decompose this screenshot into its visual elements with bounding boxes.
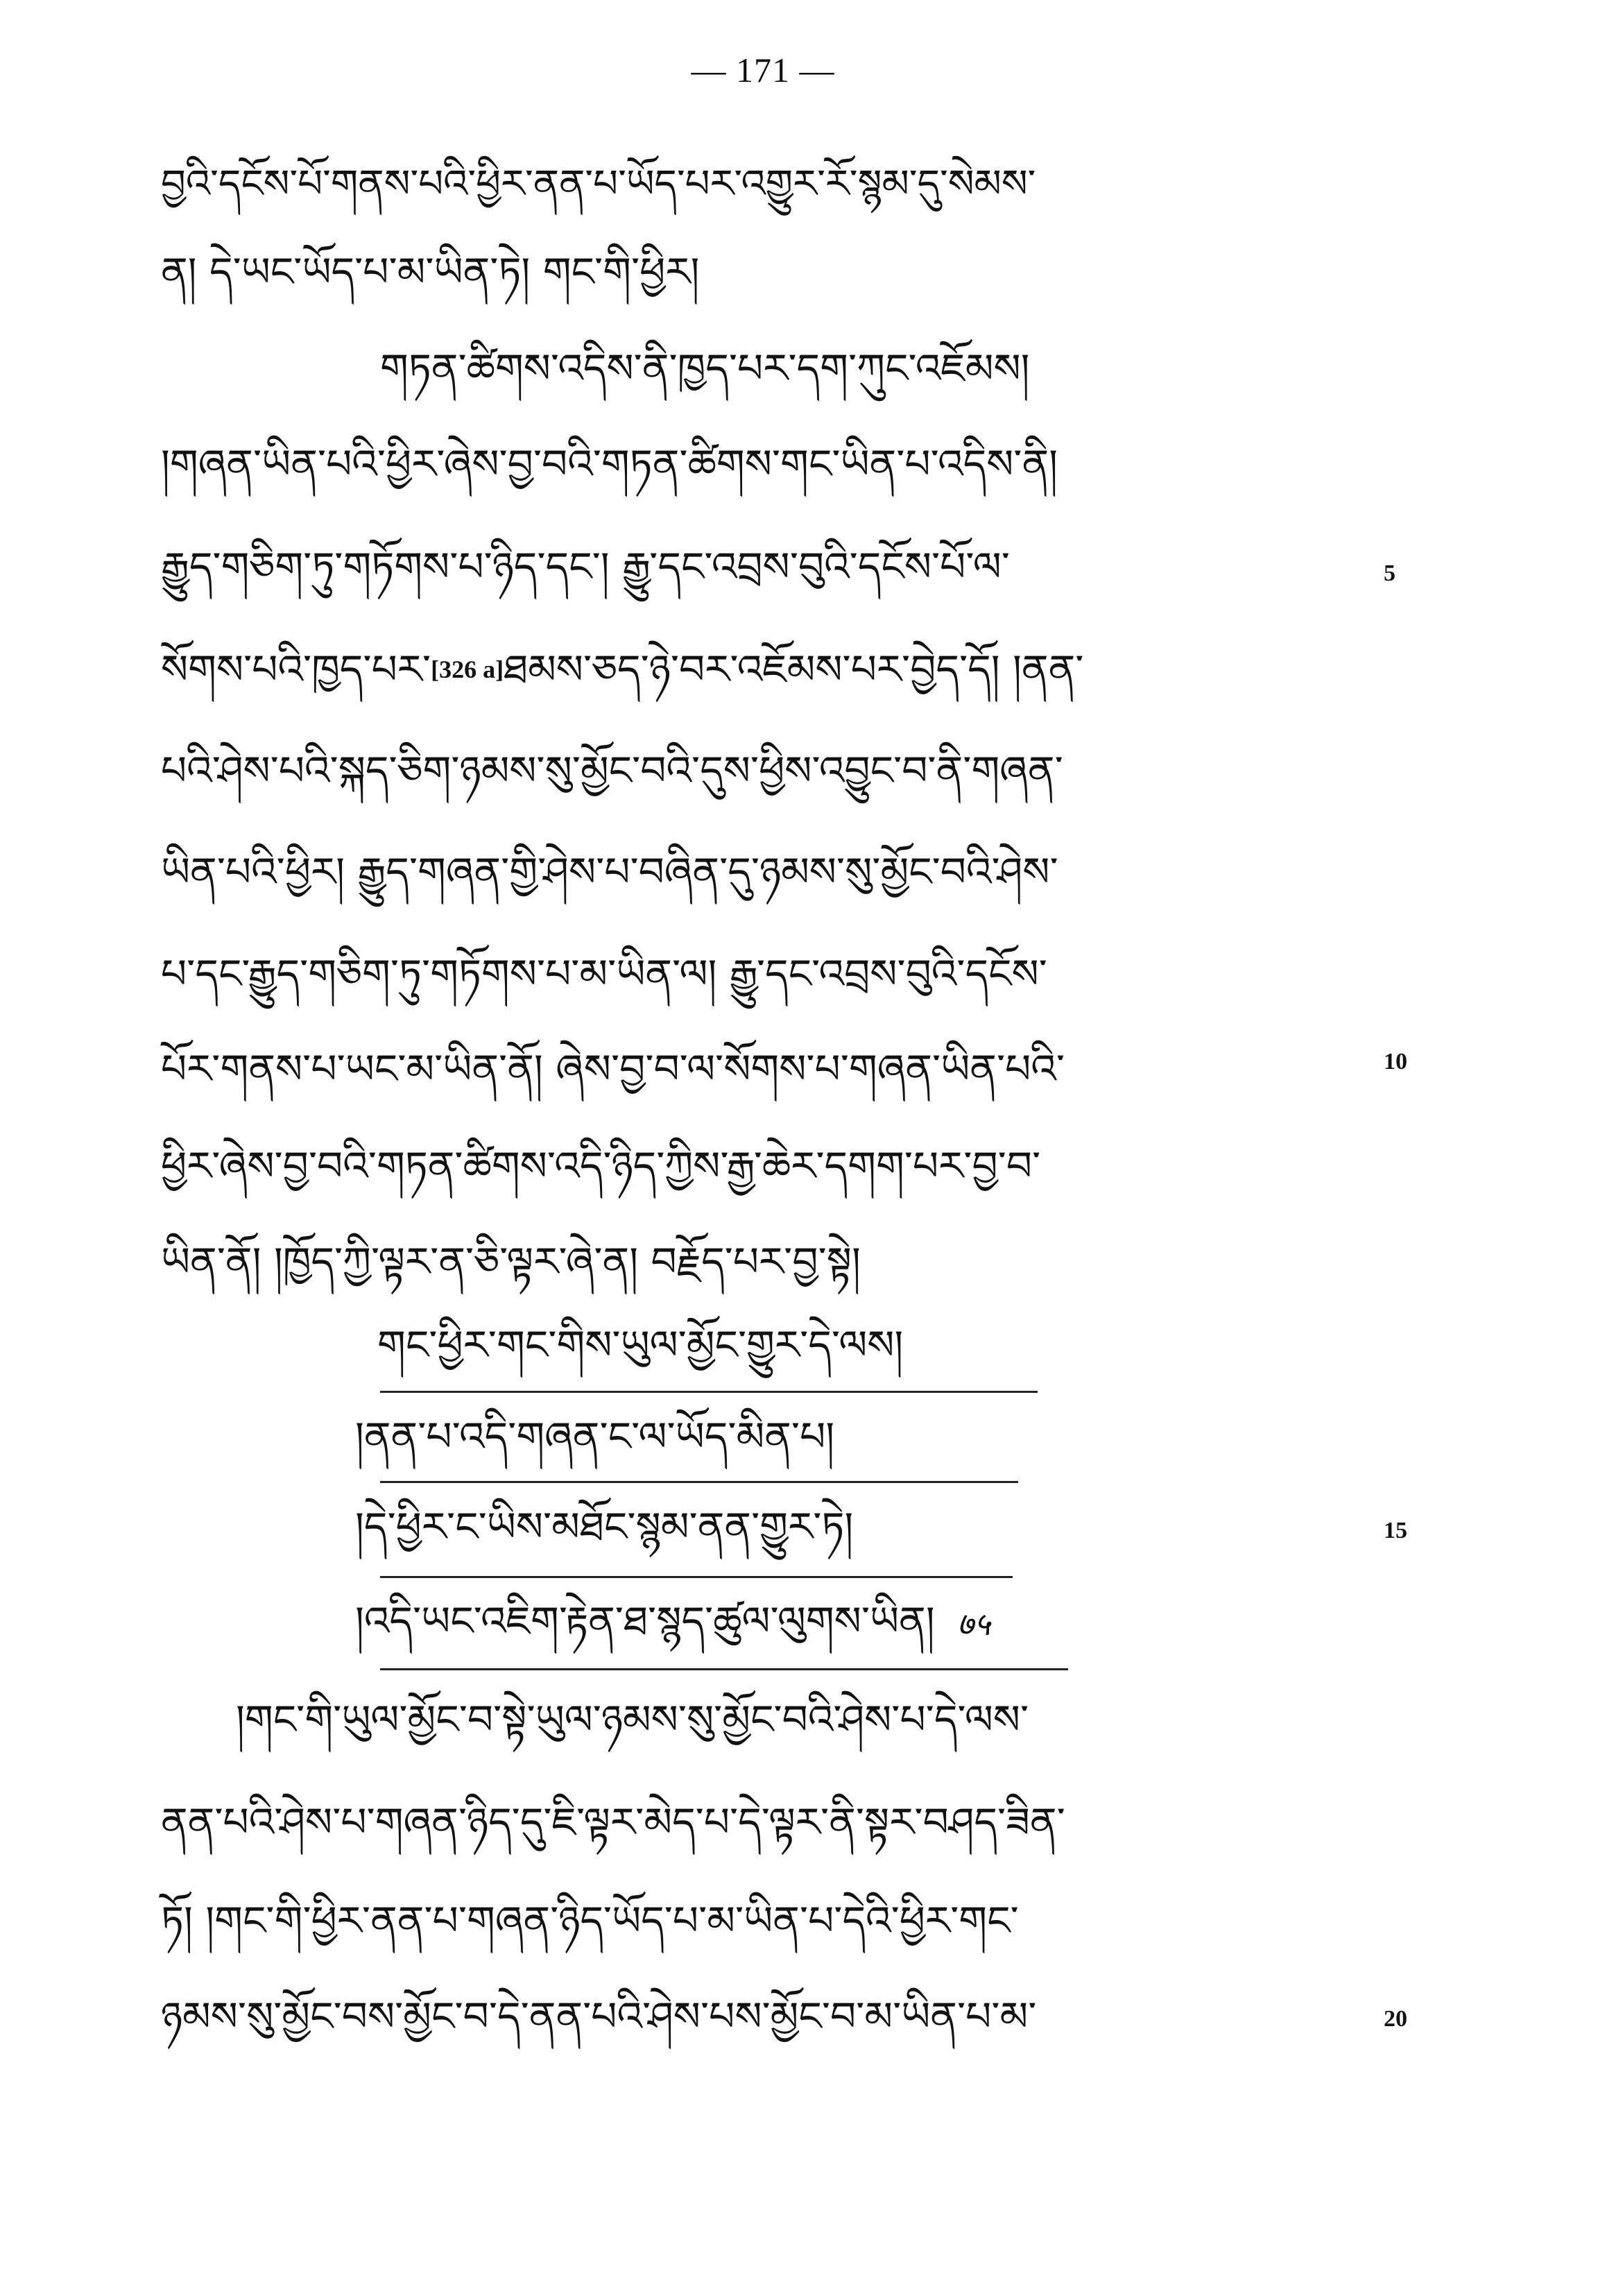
line-number-10: 10 bbox=[1384, 1049, 1407, 1074]
text-line-1: བྱའི་དངོས་པོ་གནས་པའི་ཕྱིར་ནན་པ་ཡོད་པར་འགྱུར་རོ་སྙམ་དུ་སེམས་ bbox=[161, 162, 1036, 207]
verse-underline-3 bbox=[380, 1576, 1013, 1578]
verse-line-3: །དེ་ཕྱིར་ང་ཡིས་མཐོང་སྙམ་ནན་གྱུར་ཏེ། bbox=[355, 1503, 854, 1550]
text-line-18: ནན་པའི་ཤེས་པ་གཞན་ཉིད་དུ་ཇི་ལྟར་མེད་པ་དེ་ལྟར་ནི་སྟར་བཤད་ཟིན་ bbox=[161, 1799, 1065, 1846]
line-number-20: 20 bbox=[1384, 2006, 1407, 2032]
text-line-20: ཉམས་སུ་མྱོང་བས་མྱོང་བ་དེ་ནན་པའི་ཤེས་པས་མྱོང་བ་མ་ཡིན་པ་མ་ bbox=[161, 1993, 1037, 2040]
verse-line-1: གང་ཕྱིར་གང་གིས་ཡུལ་མྱོང་གྱུར་དེ་ལས། bbox=[377, 1321, 904, 1369]
text-line-8: ཡིན་པའི་ཕྱིར། རྒྱུད་གཞན་གྱི་ཤེས་པ་བཞིན་དུ་ཉམས་སུ་མྱོང་བའི་ཤེས་ bbox=[161, 848, 1058, 896]
text-line-6 bbox=[161, 646, 1084, 693]
verse-underline-4 bbox=[380, 1668, 1068, 1670]
line-number-5: 5 bbox=[1384, 560, 1396, 586]
verse-heading-line: གཏན་ཚིགས་འདིས་ནི་ཁྱད་པར་དག་ཀུང་འཇོམས། bbox=[380, 345, 1030, 392]
line-number-15: 15 bbox=[1384, 1518, 1407, 1543]
text-line-7: པའི་ཤེས་པའི་སྐད་ཅིག་ཉམས་སུ་མྱོང་བའི་དུས་ཕྱིས་འབྱུང་བ་ནི་གཞན་ bbox=[161, 747, 1063, 794]
handwritten-mark: ७५ bbox=[957, 1607, 990, 1642]
verse-line-4 bbox=[355, 1597, 990, 1645]
text-line-12: ཡིན་ནོ། །ཁྱོད་ཀྱི་ལྟར་ན་ཅི་ལྟར་ཞེ་ན། བརྗོད་པར་བྱ་སྟེ། bbox=[161, 1238, 861, 1285]
text-line-6-end: ཐམས་ཅད་ཉེ་བར་འཇོམས་པར་བྱེད་དོ། །ནན་ bbox=[504, 646, 1084, 693]
text-line-10: པོར་གནས་པ་ཡང་མ་ཡིན་ནོ། ཞེས་བྱ་བ་ལ་སོགས་པ་གཞན་ཡིན་པའི་ bbox=[161, 1045, 1065, 1093]
folio-marker: [326 a] bbox=[431, 656, 504, 683]
text-line-11: ཕྱིར་ཞེས་བྱ་བའི་གཏན་ཚིགས་འདི་ཉིད་ཀྱིས་རྒྱ་ཆེར་དགག་པར་བྱ་བ་ bbox=[161, 1142, 1041, 1190]
text-line-5: རྒྱུད་གཅིག་ཏུ་གཏོགས་པ་ཉིད་དང་། རྒྱུ་དང་འབྲས་བུའི་དངོས་པོ་ལ་ bbox=[161, 543, 1010, 590]
text-line-4: །གཞན་ཡིན་པའི་ཕྱིར་ཞེས་བྱ་བའི་གཏན་ཚིགས་གང་ཡིན་པ་འདིས་ནི། bbox=[161, 440, 1058, 488]
verse-underline-2 bbox=[380, 1481, 1018, 1483]
text-line-17: །གང་གི་ཡུལ་མྱོང་བ་སྟེ་ཡུལ་ཉམས་སུ་མྱོང་བའི་ཤེས་པ་དེ་ལས་ bbox=[236, 1696, 1029, 1743]
verse-line-2: །ནན་པ་འདི་གཞན་ང་ལ་ཡོད་མིན་པ། bbox=[355, 1413, 835, 1460]
page-number: — 171 — bbox=[691, 51, 835, 89]
verse-line-4-text: །འདི་ཡང་འཇིག་རྟེན་ཐ་སྙད་ཚུལ་ལུགས་ཡིན། bbox=[355, 1597, 935, 1645]
verse-underline-1 bbox=[380, 1391, 1038, 1393]
text-line-2: ན། དེ་ཡང་ཡོད་པ་མ་ཡིན་ཏེ། གང་གི་ཕྱིར། bbox=[161, 248, 700, 295]
text-line-19: ཏོ། །གང་གི་ཕྱིར་ནན་པ་གཞན་ཉིད་ཡོད་པ་མ་ཡིན་པ་དེའི་ཕྱིར་གང་ bbox=[161, 1897, 1019, 1944]
text-line-9: པ་དང་རྒྱུད་གཅིག་ཏུ་གཏོགས་པ་མ་ཡིན་ལ། རྒྱུ་དང་འབྲས་བུའི་དངོས་ bbox=[161, 950, 1047, 997]
text-line-6-start: སོགས་པའི་ཁྱད་པར་ bbox=[161, 646, 431, 693]
